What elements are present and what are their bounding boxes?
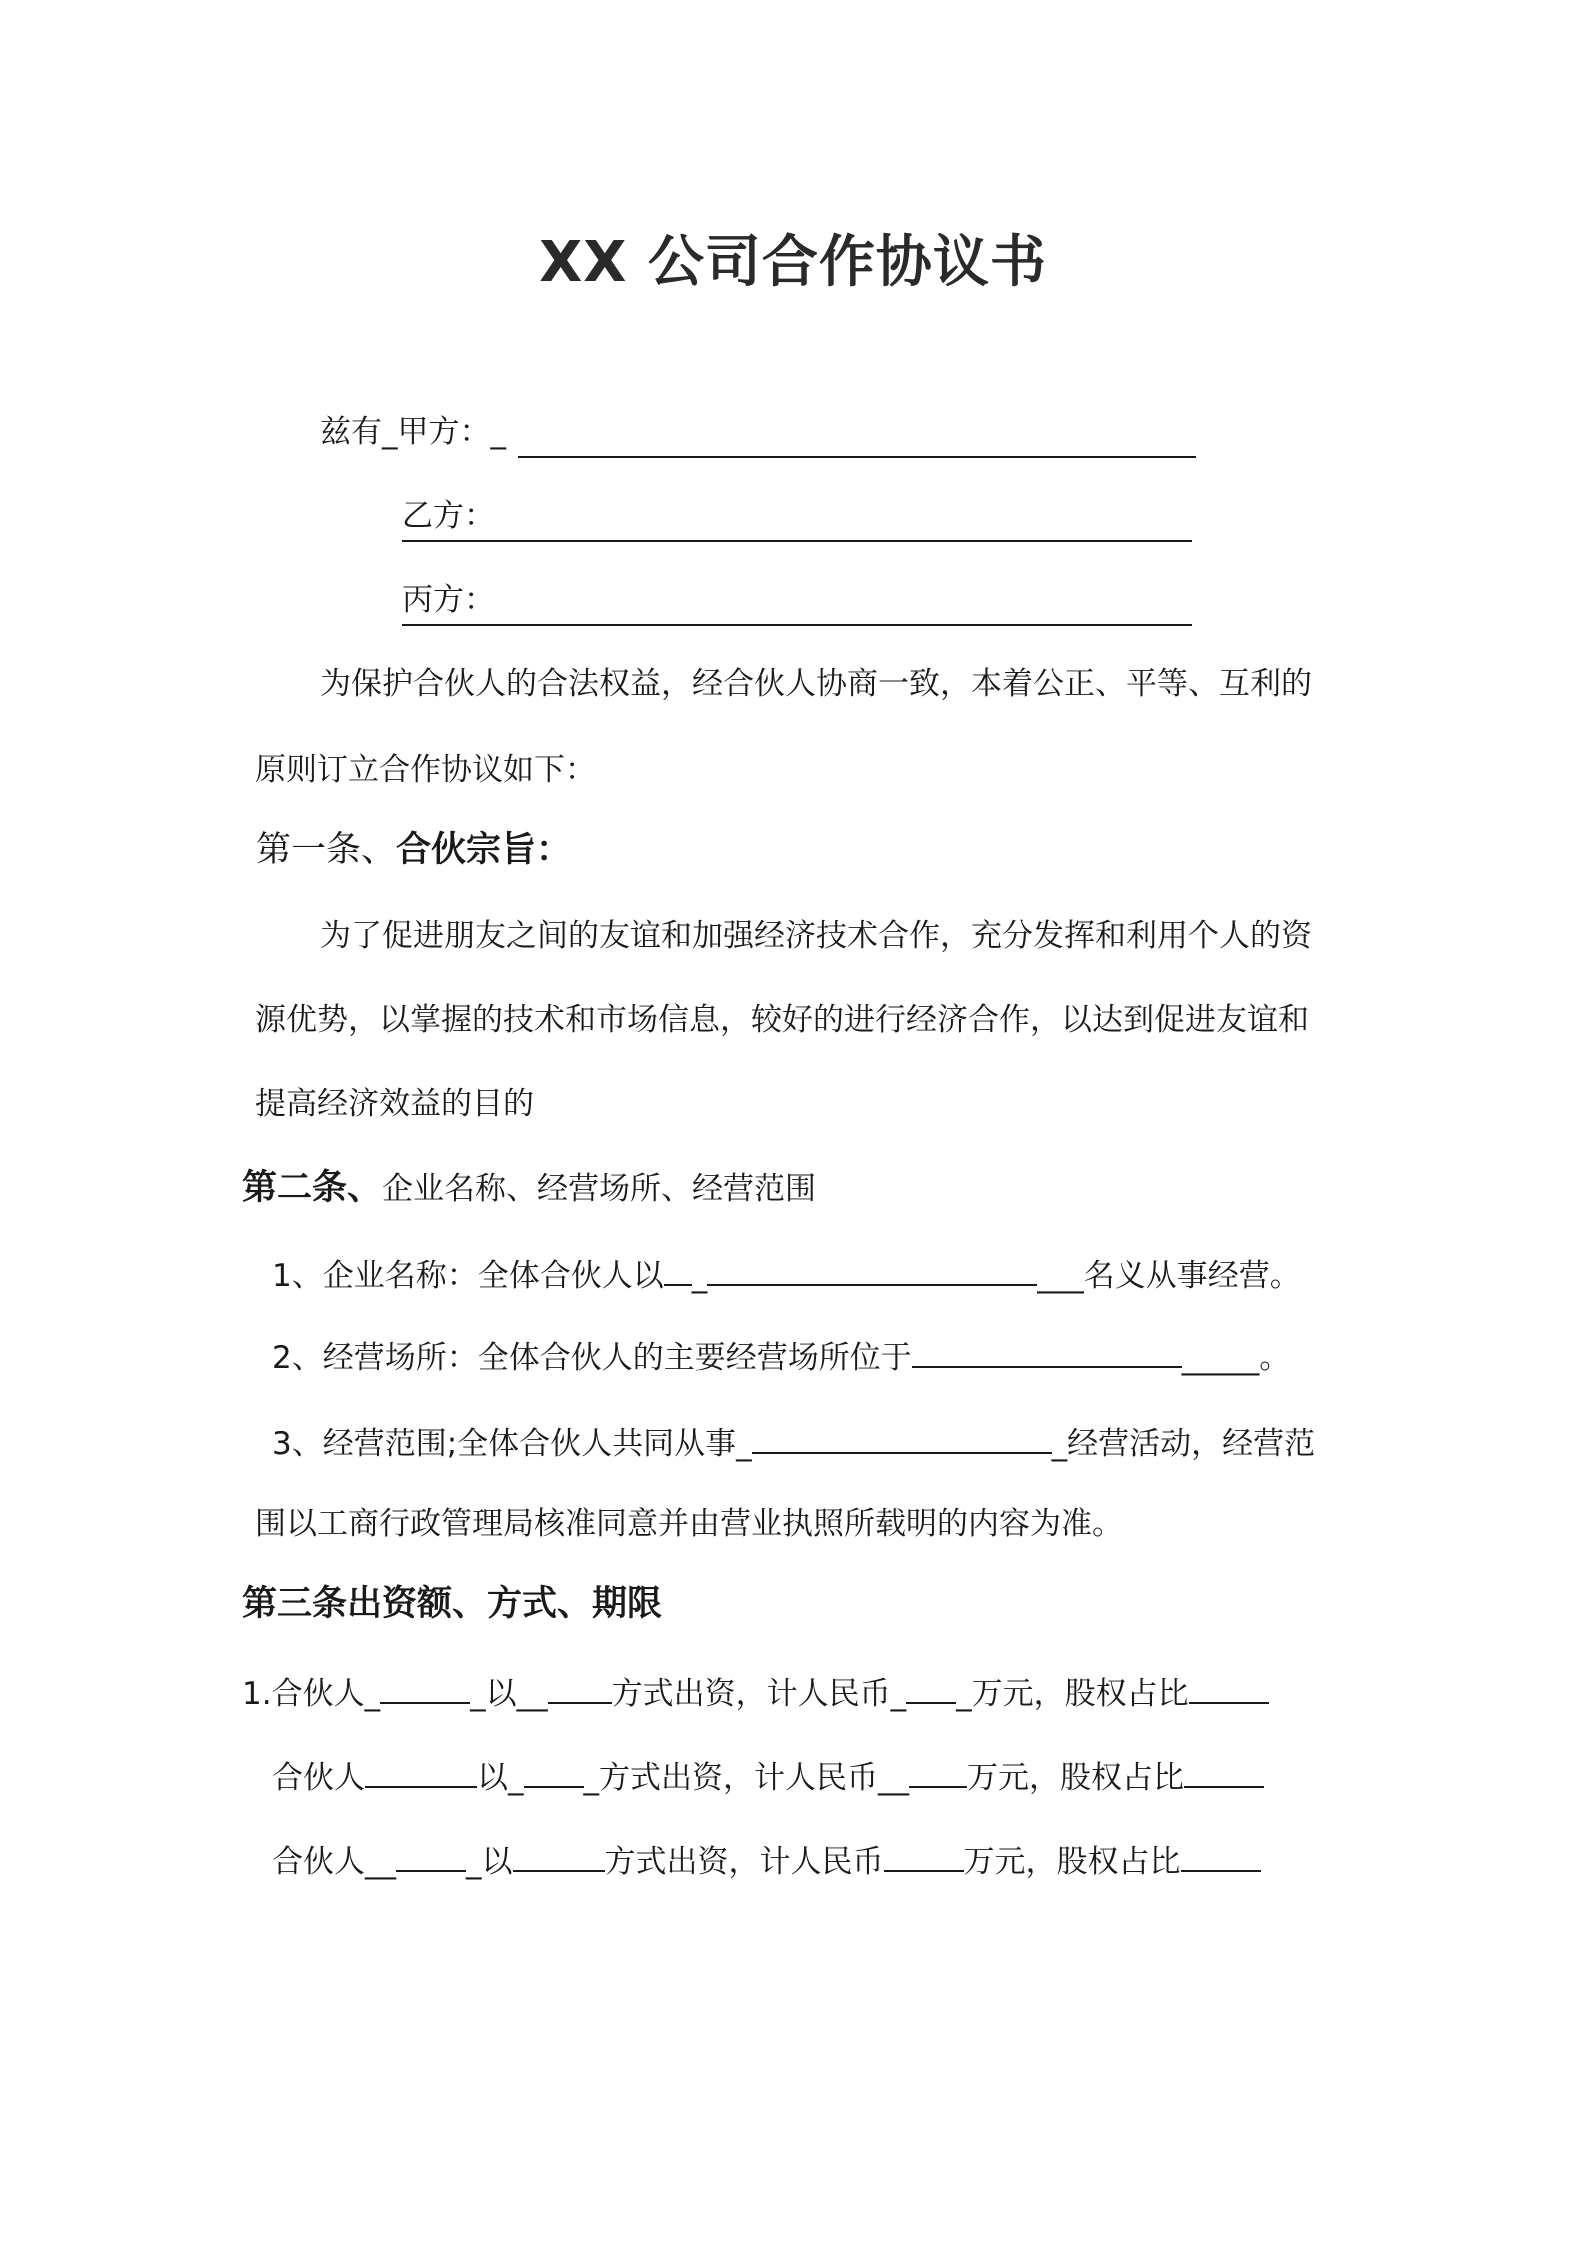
row-1-blank-partner [380,1701,470,1704]
row-3-blank-share [1181,1869,1261,1872]
article-2-item-3-line-2: 围以工商行政管理局核准同意并由营业执照所载明的内容为准。 [255,1506,1123,1542]
row-2-blank-amount [909,1785,967,1788]
article-2-number: 第二条、 [242,1168,383,1208]
row-1-blank-amount [906,1701,956,1704]
row-1-text-3: 方式出资，计人民币_ [611,1676,907,1712]
item-1-gap [664,1283,692,1286]
row-1-text-2: _以__ [470,1676,548,1712]
article-1-title: 合伙宗旨： [396,830,572,870]
item-3-blank [752,1451,1052,1454]
row-3-blank-partner [396,1869,466,1872]
article-2-heading [242,1164,816,1213]
article-1-heading [256,826,571,874]
row-1-text-4: _万元，股权占比 [956,1676,1189,1712]
article-2-title: 企业名称、经营场所、经营范围 [382,1171,817,1207]
item-1-text-c: ___名义从事经营。 [1037,1258,1301,1294]
row-1-text-1: 1.合伙人_ [242,1676,381,1712]
row-3-text-3: 方式出资，计人民币 [604,1844,884,1880]
row-2-blank-share [1184,1785,1264,1788]
row-3-text-2: _以 [466,1844,513,1880]
document-title: XX 公司合作协议书 [539,230,1047,295]
row-1-blank-share [1189,1701,1269,1704]
item-3-text-a: 3、经营范围;全体合伙人共同从事_ [272,1426,752,1462]
row-1-blank-method [548,1701,612,1704]
contribution-row-2 [272,1756,1264,1800]
party-c-blank [402,624,1192,626]
row-2-text-3: _方式出资，计人民币__ [583,1760,909,1796]
item-1-text-a: 1、企业名称：全体合伙人以 [272,1258,664,1294]
preamble-line-2: 原则订立合作协议如下： [255,752,596,788]
contribution-row-1 [242,1672,1269,1716]
item-2-text-a: 2、经营场所：全体合伙人的主要经营场所位于 [272,1340,912,1376]
article-2-item-2 [272,1336,1290,1380]
row-2-blank-method [524,1785,584,1788]
party-c-label: 丙方： [402,582,495,618]
article-1-number: 第一条、 [256,830,397,870]
party-a-blank [518,456,1196,458]
article-2-item-1 [272,1254,1301,1298]
contribution-row-3 [272,1840,1261,1884]
row-2-text-2: 以_ [477,1760,524,1796]
article-2-item-3 [272,1422,1315,1466]
article-1-body-line-2: 源优势，以掌握的技术和市场信息，较好的进行经济合作，以达到促进友谊和 [255,1002,1309,1038]
article-1-body-line-3: 提高经济效益的目的 [255,1086,534,1122]
row-3-blank-amount [884,1869,964,1872]
party-b-label: 乙方： [402,498,495,534]
item-1-blank [707,1283,1037,1286]
party-a-label: 兹有_甲方：_ [320,414,506,450]
row-2-blank-partner [365,1785,477,1788]
item-2-text-b: _____。 [1181,1340,1291,1376]
row-2-text-1: 合伙人 [272,1760,365,1796]
party-b-blank [402,540,1192,542]
row-3-text-4: 万元，股权占比 [963,1844,1181,1880]
item-2-blank [912,1365,1182,1368]
article-3-heading: 第三条出资额、方式、期限 [242,1584,663,1624]
item-1-text-b: _ [691,1258,708,1294]
row-3-blank-method [513,1869,605,1872]
article-1-body-line-1: 为了促进朋友之间的友谊和加强经济技术合作，充分发挥和利用个人的资 [320,918,1312,954]
preamble-line-1: 为保护合伙人的合法权益，经合伙人协商一致，本着公正、平等、互利的 [320,666,1312,702]
row-2-text-4: 万元，股权占比 [967,1760,1184,1796]
row-3-text-1: 合伙人__ [272,1844,396,1880]
item-3-text-b: _经营活动，经营范 [1051,1426,1316,1462]
